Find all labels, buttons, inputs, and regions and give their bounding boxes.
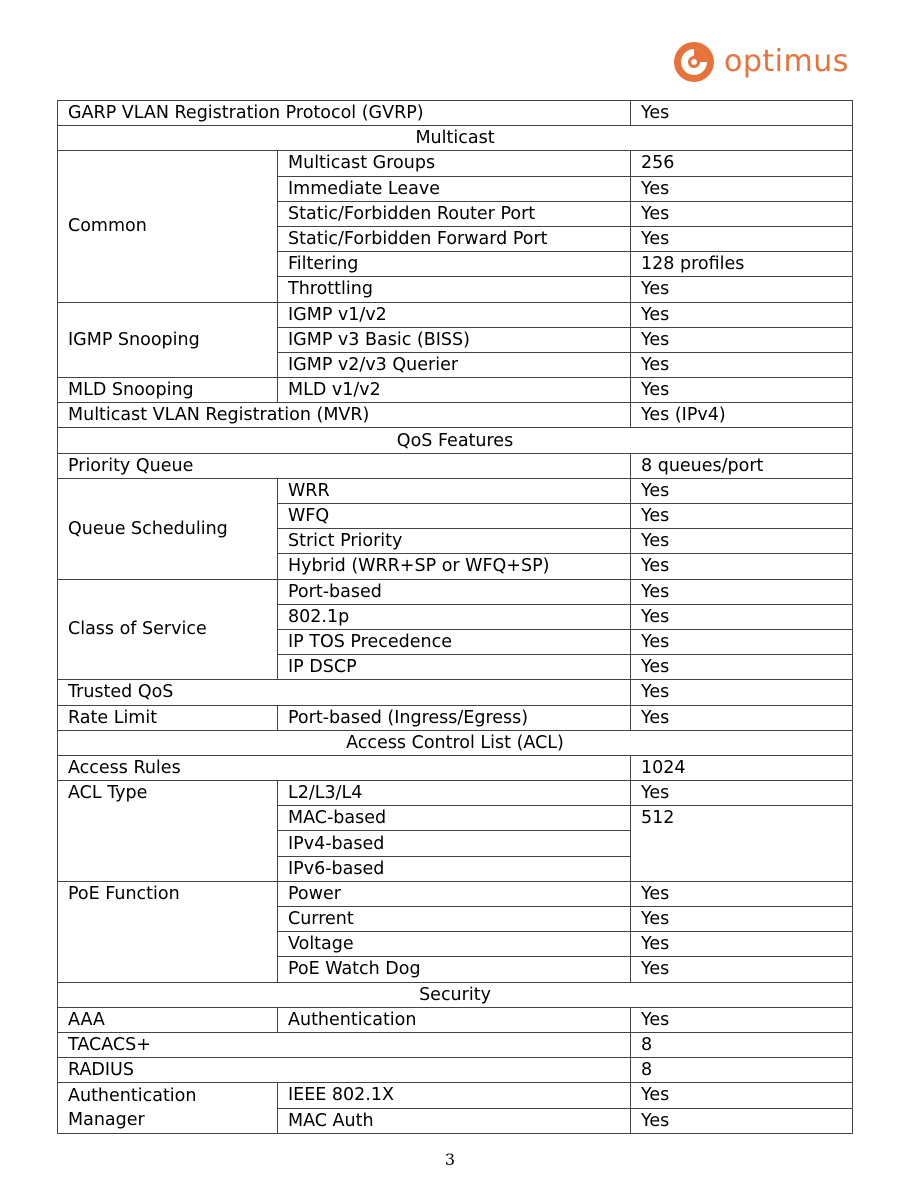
feature-label: RADIUS bbox=[58, 1058, 631, 1083]
group-label: Queue Scheduling bbox=[58, 478, 278, 579]
feature-label: Multicast VLAN Registration (MVR) bbox=[58, 403, 631, 428]
table-row bbox=[58, 478, 853, 503]
feature-label: Throttling bbox=[278, 277, 631, 302]
feature-value: Yes bbox=[631, 352, 853, 377]
group-label: AAA bbox=[58, 1007, 278, 1032]
feature-value: Yes bbox=[631, 529, 853, 554]
group-label-line: Manager bbox=[68, 1110, 145, 1130]
feature-value: 256 bbox=[631, 151, 853, 176]
feature-value: Yes bbox=[631, 604, 853, 629]
feature-value: Yes bbox=[631, 1083, 853, 1108]
feature-label: Power bbox=[278, 881, 631, 906]
feature-value: 8 bbox=[631, 1058, 853, 1083]
feature-value: Yes bbox=[631, 226, 853, 251]
table-row bbox=[58, 151, 853, 176]
feature-label: Hybrid (WRR+SP or WFQ+SP) bbox=[278, 554, 631, 579]
feature-value: Yes bbox=[631, 1108, 853, 1133]
table-row bbox=[58, 1058, 853, 1083]
brand-logo bbox=[672, 40, 849, 84]
feature-value: Yes bbox=[631, 1007, 853, 1032]
feature-value: Yes bbox=[631, 781, 853, 806]
section-header-row bbox=[58, 982, 853, 1007]
feature-value: Yes bbox=[631, 932, 853, 957]
spec-table bbox=[57, 100, 853, 1134]
feature-label: Multicast Groups bbox=[278, 151, 631, 176]
feature-value: Yes bbox=[631, 705, 853, 730]
table-row bbox=[58, 680, 853, 705]
table-row bbox=[58, 403, 853, 428]
table-row bbox=[58, 101, 853, 126]
feature-label: IP DSCP bbox=[278, 655, 631, 680]
feature-value: Yes bbox=[631, 655, 853, 680]
feature-label: MAC Auth bbox=[278, 1108, 631, 1133]
section-title-acl: Access Control List (ACL) bbox=[58, 730, 853, 755]
table-row bbox=[58, 1032, 853, 1057]
feature-label: PoE Watch Dog bbox=[278, 957, 631, 982]
feature-label: IGMP v3 Basic (BISS) bbox=[278, 327, 631, 352]
table-row bbox=[58, 302, 853, 327]
group-label: PoE Function bbox=[58, 881, 278, 982]
feature-value: Yes bbox=[631, 881, 853, 906]
group-label bbox=[58, 1083, 278, 1133]
feature-label: Voltage bbox=[278, 932, 631, 957]
feature-label: Static/Forbidden Forward Port bbox=[278, 226, 631, 251]
feature-value: Yes bbox=[631, 327, 853, 352]
feature-label: IGMP v2/v3 Querier bbox=[278, 352, 631, 377]
feature-value: Yes (IPv4) bbox=[631, 403, 853, 428]
feature-label: TACACS+ bbox=[58, 1032, 631, 1057]
group-label: MLD Snooping bbox=[58, 378, 278, 403]
group-label: Rate Limit bbox=[58, 705, 278, 730]
table-row bbox=[58, 1007, 853, 1032]
feature-value: Yes bbox=[631, 680, 853, 705]
table-row bbox=[58, 705, 853, 730]
feature-value: 1024 bbox=[631, 755, 853, 780]
page-number: 3 bbox=[444, 1150, 456, 1169]
feature-label: Filtering bbox=[278, 252, 631, 277]
feature-value: Yes bbox=[631, 277, 853, 302]
feature-label: Trusted QoS bbox=[58, 680, 631, 705]
group-label-line: Authentication bbox=[68, 1086, 197, 1106]
section-header-row bbox=[58, 428, 853, 453]
feature-value: 8 queues/port bbox=[631, 453, 853, 478]
feature-label: WFQ bbox=[278, 504, 631, 529]
feature-label: Authentication bbox=[278, 1007, 631, 1032]
table-row bbox=[58, 781, 853, 806]
table-row bbox=[58, 579, 853, 604]
group-label: Class of Service bbox=[58, 579, 278, 680]
feature-label: Static/Forbidden Router Port bbox=[278, 201, 631, 226]
feature-label: L2/L3/L4 bbox=[278, 781, 631, 806]
section-header-row bbox=[58, 126, 853, 151]
feature-label: Immediate Leave bbox=[278, 176, 631, 201]
section-title-qos: QoS Features bbox=[58, 428, 853, 453]
feature-label: Port-based (Ingress/Egress) bbox=[278, 705, 631, 730]
table-row bbox=[58, 378, 853, 403]
feature-value: Yes bbox=[631, 378, 853, 403]
feature-value: Yes bbox=[631, 302, 853, 327]
feature-value: Yes bbox=[631, 504, 853, 529]
feature-label: GARP VLAN Registration Protocol (GVRP) bbox=[58, 101, 631, 126]
group-label: ACL Type bbox=[58, 781, 278, 882]
feature-value: Yes bbox=[631, 579, 853, 604]
feature-value: Yes bbox=[631, 478, 853, 503]
feature-value: Yes bbox=[631, 554, 853, 579]
feature-value: 128 profiles bbox=[631, 252, 853, 277]
table-row bbox=[58, 1083, 853, 1108]
feature-value: 512 bbox=[631, 806, 853, 882]
feature-label: Strict Priority bbox=[278, 529, 631, 554]
feature-value: Yes bbox=[631, 201, 853, 226]
feature-label: IP TOS Precedence bbox=[278, 629, 631, 654]
table-row bbox=[58, 755, 853, 780]
feature-label: IPv6-based bbox=[278, 856, 631, 881]
feature-label: Access Rules bbox=[58, 755, 631, 780]
optimus-logo-icon bbox=[672, 40, 716, 84]
section-title-multicast: Multicast bbox=[58, 126, 853, 151]
brand-name: optimus bbox=[724, 44, 849, 79]
group-label: Common bbox=[58, 151, 278, 302]
feature-label: IGMP v1/v2 bbox=[278, 302, 631, 327]
feature-label: Current bbox=[278, 907, 631, 932]
feature-label: MLD v1/v2 bbox=[278, 378, 631, 403]
feature-value: 8 bbox=[631, 1032, 853, 1057]
feature-label: Priority Queue bbox=[58, 453, 631, 478]
feature-value: Yes bbox=[631, 101, 853, 126]
section-header-row bbox=[58, 730, 853, 755]
feature-label: IPv4-based bbox=[278, 831, 631, 856]
feature-label: Port-based bbox=[278, 579, 631, 604]
table-row bbox=[58, 453, 853, 478]
feature-label: WRR bbox=[278, 478, 631, 503]
feature-label: MAC-based bbox=[278, 806, 631, 831]
feature-value: Yes bbox=[631, 907, 853, 932]
feature-value: Yes bbox=[631, 176, 853, 201]
feature-value: Yes bbox=[631, 957, 853, 982]
section-title-security: Security bbox=[58, 982, 853, 1007]
feature-label: 802.1p bbox=[278, 604, 631, 629]
feature-value: Yes bbox=[631, 629, 853, 654]
feature-label: IEEE 802.1X bbox=[278, 1083, 631, 1108]
group-label: IGMP Snooping bbox=[58, 302, 278, 378]
table-row bbox=[58, 881, 853, 906]
